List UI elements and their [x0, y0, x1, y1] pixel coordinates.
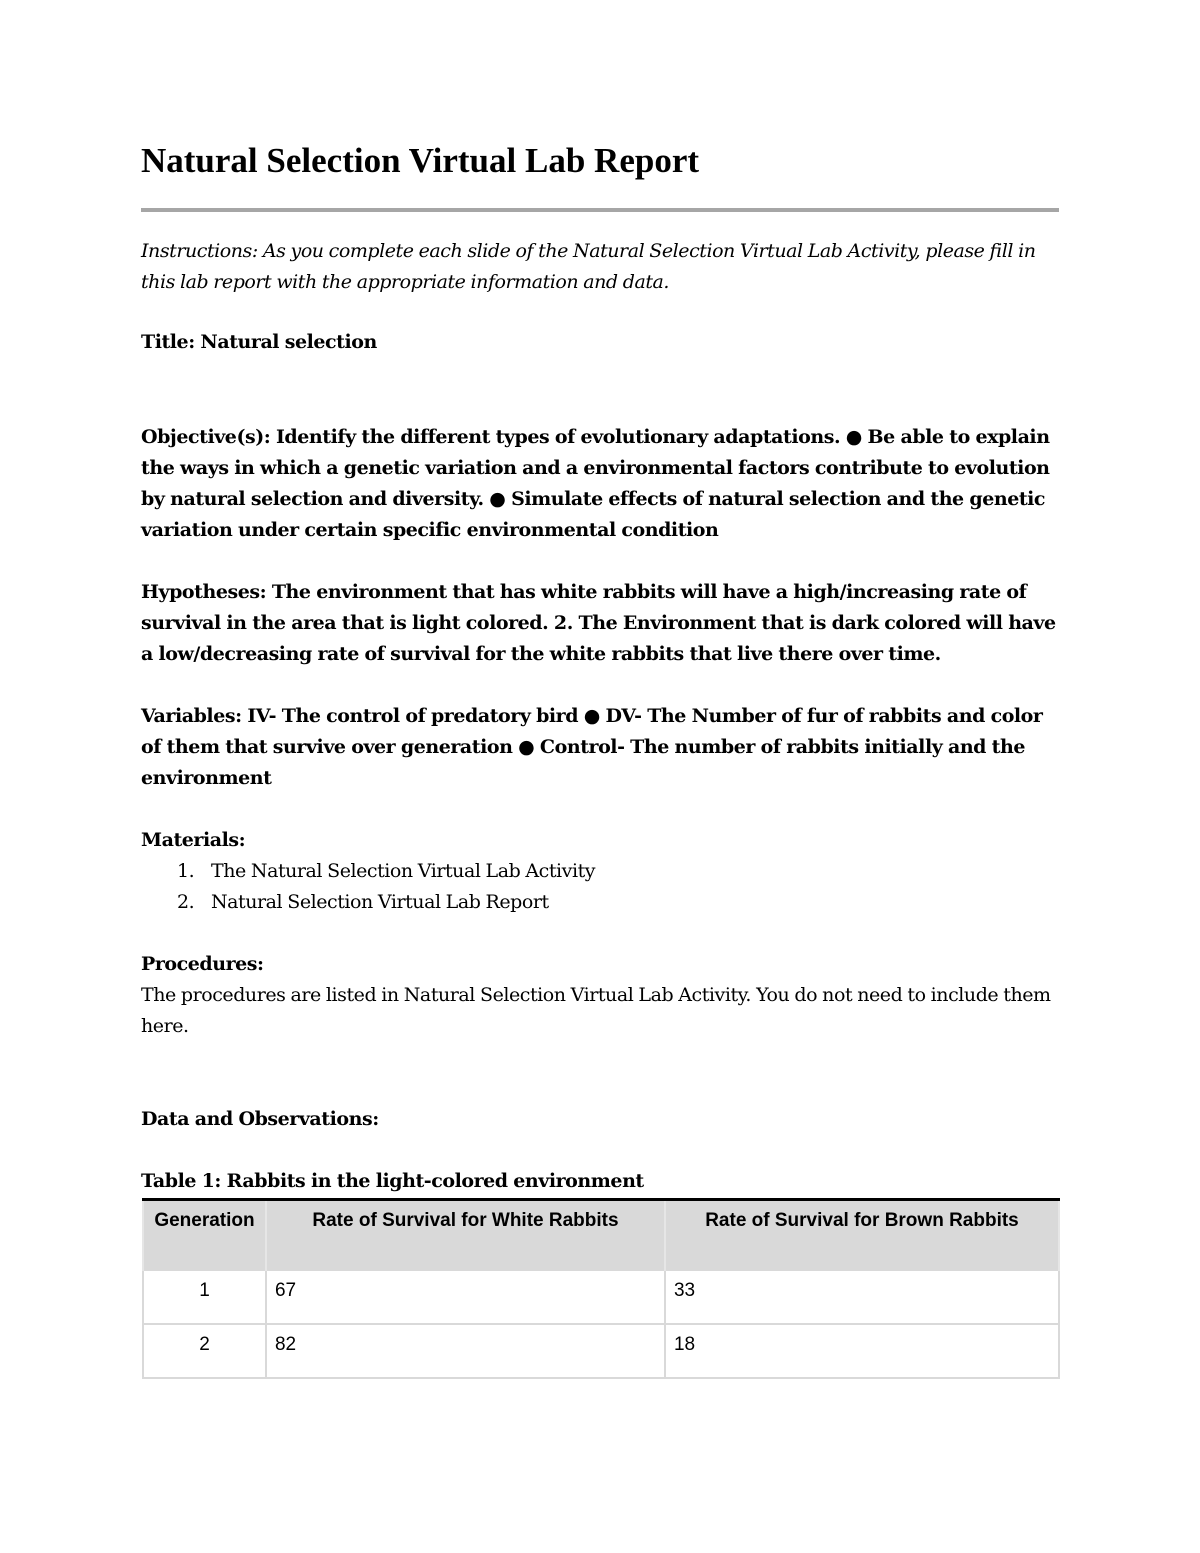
- list-item: [141, 856, 595, 887]
- table-header-row: [143, 1200, 1059, 1270]
- instructions-text: Instructions: As you complete each slide of the Natural Selection Virtual Lab Activity, please fill in this lab report with the appropriate information and data.: [141, 240, 1036, 293]
- table-row: [143, 1324, 1059, 1378]
- cell-brown-survival: 18: [665, 1324, 1059, 1378]
- cell-white-survival: 67: [266, 1270, 665, 1324]
- column-header-white-rabbits: Rate of Survival for White Rabbits: [266, 1200, 665, 1270]
- cell-brown-survival: 33: [665, 1270, 1059, 1324]
- table-caption: Table 1: Rabbits in the light-colored environment: [141, 1170, 644, 1192]
- materials-list: [141, 856, 595, 918]
- rabbits-survival-table: [142, 1198, 1060, 1379]
- data-observations-heading: Data and Observations:: [141, 1108, 379, 1130]
- list-item-text: The Natural Selection Virtual Lab Activity: [211, 860, 596, 882]
- document-title: Natural Selection Virtual Lab Report: [141, 141, 700, 180]
- hypotheses-text: Hypotheses: The environment that has white rabbits will have a high/increasing rate of survival in the area that is light colored. 2. The Environment that is dark colored will have a low/decreasing rate of survival for the white rabbits that live there over time.: [141, 581, 1056, 665]
- cell-generation: 1: [143, 1270, 266, 1324]
- column-header-brown-rabbits: Rate of Survival for Brown Rabbits: [665, 1200, 1059, 1270]
- column-header-generation: Generation: [143, 1200, 266, 1270]
- procedures-heading: Procedures:: [141, 953, 264, 975]
- table-row: [143, 1270, 1059, 1324]
- objectives-text: Objective(s): Identify the different types of evolutionary adaptations. ● Be able to explain the ways in which a genetic variation and a environmental factors contribute to evolution by natural selection and diversity. ● Simulate effects of natural selection and the genetic variation under certain specific environmental condition: [141, 426, 1050, 541]
- report-title-line: Title: Natural selection: [141, 331, 377, 353]
- materials-heading: Materials:: [141, 829, 246, 851]
- list-item: [141, 887, 595, 918]
- cell-white-survival: 82: [266, 1324, 665, 1378]
- variables-text: Variables: IV- The control of predatory bird ● DV- The Number of fur of rabbits and color of them that survive over generation ● Control- The number of rabbits initially and the environment: [141, 705, 1043, 789]
- list-item-number: 1.: [177, 860, 195, 882]
- cell-generation: 2: [143, 1324, 266, 1378]
- list-item-text: Natural Selection Virtual Lab Report: [211, 891, 549, 913]
- title-divider: [141, 208, 1059, 212]
- procedures-text: The procedures are listed in Natural Selection Virtual Lab Activity. You do not need to include them here.: [141, 984, 1051, 1037]
- list-item-number: 2.: [177, 891, 195, 913]
